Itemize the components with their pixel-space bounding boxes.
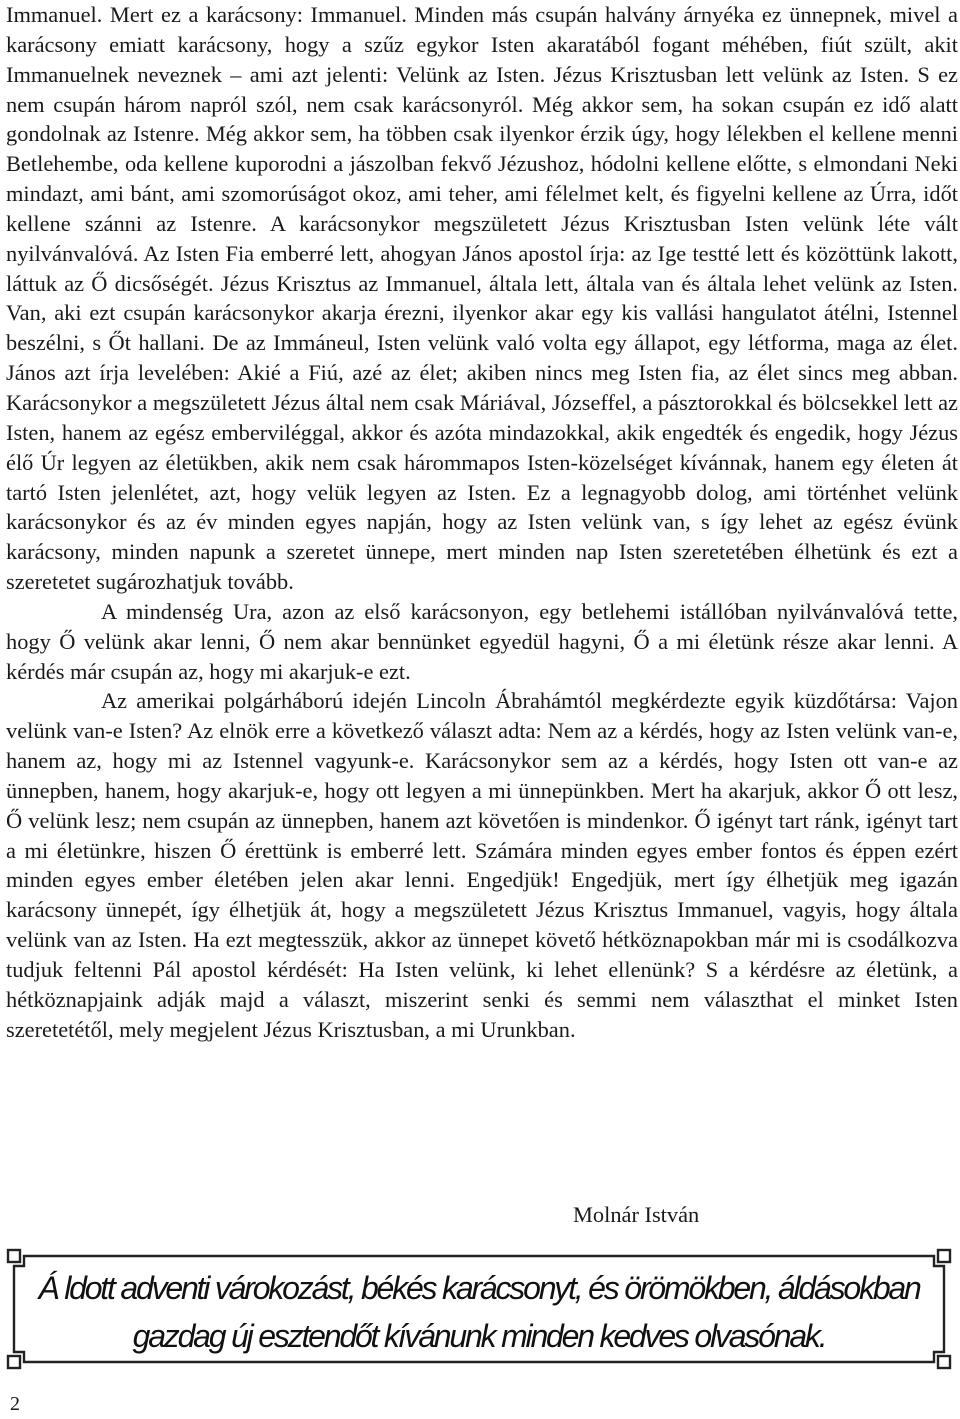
greeting-box xyxy=(6,1248,952,1370)
page-number: 2 xyxy=(10,1393,20,1415)
greeting-text xyxy=(26,1264,932,1360)
article-body xyxy=(6,0,958,1045)
frame-corner-top-right xyxy=(938,1250,950,1262)
frame-corner-bottom-right xyxy=(938,1356,950,1368)
author-signature: Molnár István xyxy=(573,1202,700,1227)
article-paragraph-2: A mindenség Ura, azon az első karácsonyon, egy betlehemi istállóban nyilvánvalóvá tette, hogy Ő velünk akar lenni, Ő nem akar bennünket egyedül hagyni, Ő a mi életünk része akar lenni. A kérdés már csupán az, hogy mi akarjuk-e ezt. xyxy=(6,598,958,684)
frame-corner-top-left xyxy=(8,1250,20,1262)
frame-corner-bottom-left xyxy=(8,1356,20,1368)
article-paragraph-1: Immanuel. Mert ez a karácsony: Immanuel. Minden más csupán halvány árnyéka ez ünnepnek, mivel a karácsony emiatt karácsony, hogy a szűz egykor Isten akaratából fogant méhében, fiút szült, akit Immanuelnek neveznek – ami azt jelenti: Velünk az Isten. Jézus Krisztusban lett velünk az Isten. S ez nem csupán három napról szól, nem csak karácsonyról. Még akkor sem, ha sokan csupán ez idő alatt gondolnak az Istenre. Még akkor sem, ha többen csak ilyenkor érzik úgy, hogy lélekben el kellene menni Betlehembe, oda kellene kuporodni a jászolban fekvő Jézushoz, hódolni kellene előtte, s elmondani Neki mindazt, ami bánt, ami szomorúságot okoz, ami teher, ami félelmet kelt, és figyelni kellene az Úrra, időt kellene szánni az Istenre. A karácsonykor megszületett Jézus Krisztusban Isten velünk léte vált nyilvánvalóvá. Az Isten Fia emberré lett, ahogyan János apostol írja: az Ige testté lett és közöttünk lakott, láttuk az Ő dicsőségét. Jézus Krisztus az Immanuel, általa lett, általa van és általa lehet velünk az Isten. Van, aki ezt csupán karácsonykor akarja érezni, ilyenkor akar egy kis vallási hangulatot átélni, Istennel beszélni, s Őt hallani. De az Immáneul, Isten velünk való volta egy állapot, egy létforma, maga az élet. János azt írja levelében: Akié a Fiú, azé az élet; akiben nincs meg Isten fia, az élet sincs meg abban. Karácsonykor a megszületett Jézus által nem csak Máriával, Józseffel, a pásztorokkal és bölcsekkel lett az Isten, hanem az egész emberviléggal, akkor és azóta mindazokkal, akik engedték és engedik, hogy Jézus élő Úr legyen az életükben, akik nem csak hárommapos Isten-közelséget kívánnak, hanem egy életen át tartó Isten jelenlétet, azt, hogy velük legyen az Isten. Ez a legnagyobb dolog, ami történhet velünk karácsonykor és az év minden egyes napján, hogy az Isten velünk van, s így lehet az egész évünk karácsony, minden napunk a szeretet ünnepe, mert minden nap Isten szeretetében élhetünk és ezt a szeretetet sugározhatjuk tovább. xyxy=(6,2,958,595)
greeting-line-1: Á ldott adventi várokozást, békés karácsonyt, és örömökben, áldásokban xyxy=(38,1270,920,1306)
article-paragraph-3: Az amerikai polgárháború idején Lincoln Ábrahámtól megkérdezte egyik küzdőtársa: Vajon velünk van-e Isten? Az elnök erre a következő választ adta: Nem az a kérdés, hogy az Isten velünk van-e, hanem az, hogy mi az Istennel vagyunk-e. Karácsonykor sem az a kérdés, hogy Isten ott van-e az ünnepben, hanem, hogy akarjuk-e, hogy ott legyen a mi ünnepünkben. Mert ha akarjuk, akkor Ő ott lesz, Ő velünk lesz; nem csupán az ünnepben, hanem azt követően is mindenkor. Ő igényt tart ránk, igényt tart a mi életünkre, hiszen Ő érettünk is emberré lett. Számára minden egyes ember fontos és éppen ezért minden egyes ember életében jelen akar lenni. Engedjük! Engedjük, mert így élhetjük meg igazán karácsony ünnepét, így élhetjük át, hogy a megszületett Jézus Krisztus Immanuel, vagyis, hogy általa velünk van az Isten. Ha ezt megtesszük, akkor az ünnepet követő hétköznapokban már mi is csodálkozva tudjuk feltenni Pál apostol kérdését: Ha Isten velünk, ki lehet ellenünk? S a kérdésre az életünk, a hétköznapjaink adják majd a választ, miszerint senki és semmi nem választhat el minket Isten szeretetétől, mely megjelent Jézus Krisztusban, a mi Urunkban. xyxy=(6,688,958,1042)
greeting-line-2: gazdag új esztendőt kívánunk minden kedves olvasónak. xyxy=(132,1318,826,1354)
